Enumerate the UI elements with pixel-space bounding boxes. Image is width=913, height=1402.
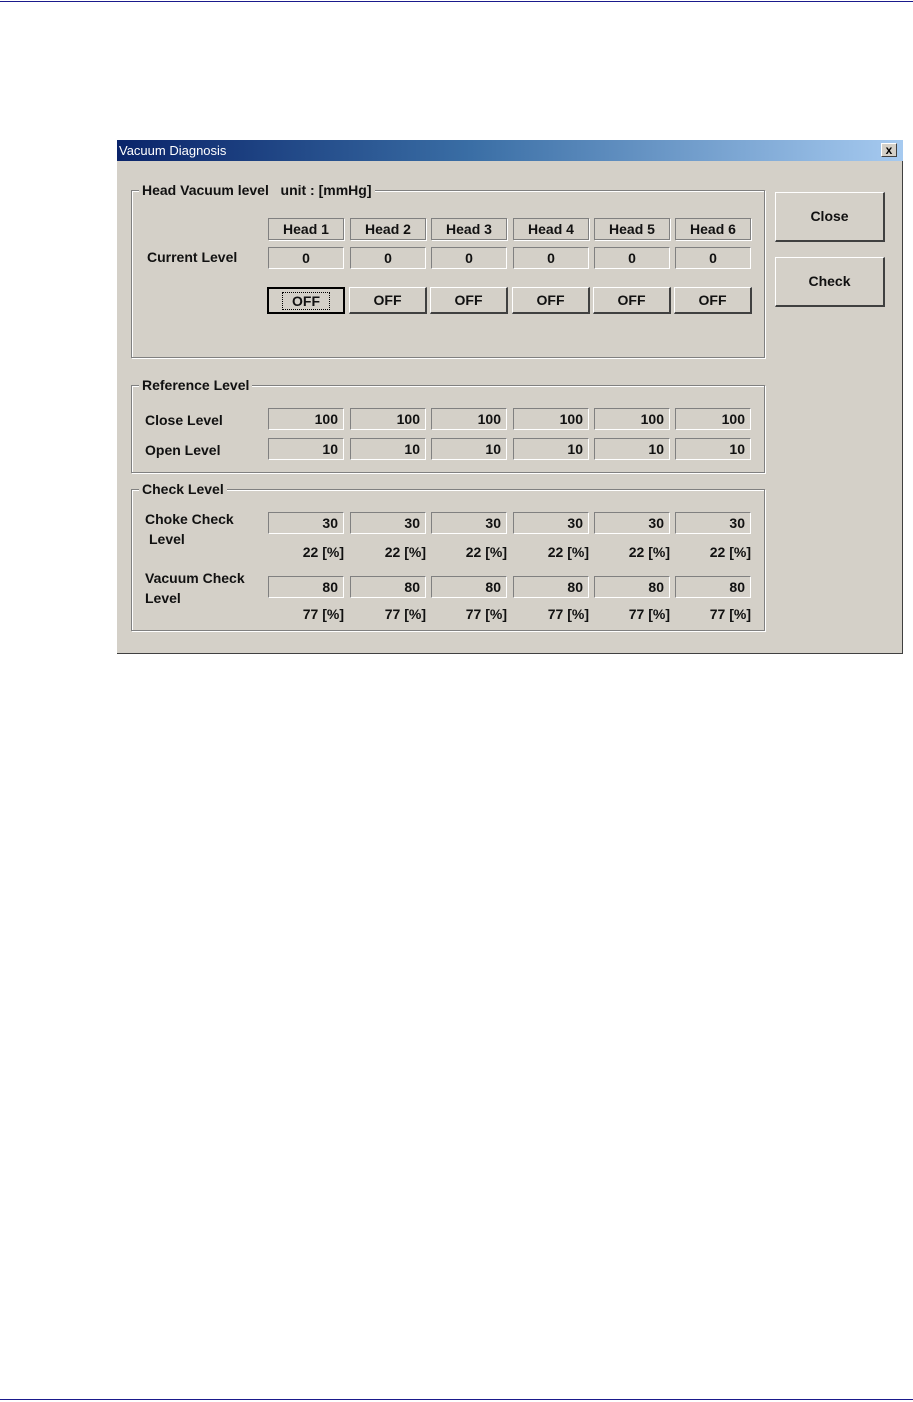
head-label-4: Head 4 <box>513 218 589 240</box>
head-toggle-button-2[interactable] <box>349 287 427 314</box>
choke-check-percent-4: 22 [%] <box>547 544 589 560</box>
current-level-field-5: 0 <box>594 247 670 269</box>
choke-check-field-1: 30 <box>268 512 344 534</box>
close-level-label: Close Level <box>145 412 223 428</box>
title-bar[interactable] <box>117 140 903 161</box>
choke-check-percent-5: 22 [%] <box>628 544 670 560</box>
current-level-label: Current Level <box>147 249 238 265</box>
close-level-field-3: 100 <box>431 408 507 430</box>
open-level-field-3: 10 <box>431 438 507 460</box>
head-toggle-button-3-label: OFF <box>454 292 483 308</box>
current-level-field-4: 0 <box>513 247 589 269</box>
choke-check-percent-2: 22 [%] <box>384 544 426 560</box>
vacuum-check-percent-6: 77 [%] <box>709 606 751 622</box>
close-button[interactable]: Close <box>775 192 885 242</box>
head-toggle-button-5-label: OFF <box>617 292 646 308</box>
open-level-field-1: 10 <box>268 438 344 460</box>
choke-check-field-3: 30 <box>431 512 507 534</box>
open-level-label: Open Level <box>145 442 221 458</box>
reference-level-group-label: Reference Level <box>139 377 252 393</box>
head-toggle-button-2-label: OFF <box>373 292 402 308</box>
close-level-field-4: 100 <box>513 408 589 430</box>
close-level-field-1: 100 <box>268 408 344 430</box>
vacuum-check-percent-1: 77 [%] <box>302 606 344 622</box>
head-label-3: Head 3 <box>431 218 507 240</box>
choke-check-percent-1: 22 [%] <box>302 544 344 560</box>
vacuum-check-field-6: 80 <box>675 576 751 598</box>
close-level-field-5: 100 <box>594 408 670 430</box>
head-toggle-button-6-label: OFF <box>698 292 727 308</box>
vacuum-check-label-line2: Level <box>145 590 181 606</box>
head-vacuum-title: Head Vacuum level <box>142 182 269 198</box>
head-vacuum-group-label <box>139 182 375 198</box>
head-toggle-button-1-label: OFF <box>283 293 329 309</box>
current-level-field-2: 0 <box>350 247 426 269</box>
head-toggle-button-4-label: OFF <box>536 292 565 308</box>
open-level-field-5: 10 <box>594 438 670 460</box>
head-label-2: Head 2 <box>350 218 426 240</box>
open-level-field-2: 10 <box>350 438 426 460</box>
close-level-field-2: 100 <box>350 408 426 430</box>
current-level-field-6: 0 <box>675 247 751 269</box>
head-toggle-button-6[interactable] <box>674 287 752 314</box>
page-bottom-rule <box>0 1399 913 1400</box>
current-level-field-1: 0 <box>268 247 344 269</box>
open-level-field-4: 10 <box>513 438 589 460</box>
open-level-field-6: 10 <box>675 438 751 460</box>
vacuum-check-field-5: 80 <box>594 576 670 598</box>
vacuum-check-label-line1: Vacuum Check <box>145 570 245 586</box>
vacuum-check-field-3: 80 <box>431 576 507 598</box>
head-label-5: Head 5 <box>594 218 670 240</box>
vacuum-check-percent-3: 77 [%] <box>465 606 507 622</box>
unit-label: unit : [mmHg] <box>280 182 372 198</box>
vacuum-check-field-1: 80 <box>268 576 344 598</box>
check-level-group-label: Check Level <box>139 481 227 497</box>
choke-check-field-5: 30 <box>594 512 670 534</box>
head-toggle-button-3[interactable] <box>430 287 508 314</box>
page-top-rule <box>0 1 913 2</box>
head-toggle-button-4[interactable] <box>512 287 590 314</box>
window-title: Vacuum Diagnosis <box>119 143 227 158</box>
check-button[interactable]: Check <box>775 257 885 307</box>
current-level-field-3: 0 <box>431 247 507 269</box>
choke-check-field-2: 30 <box>350 512 426 534</box>
choke-check-label-line2: Level <box>149 531 185 547</box>
vacuum-check-field-2: 80 <box>350 576 426 598</box>
head-vacuum-group <box>131 182 765 358</box>
choke-check-percent-3: 22 [%] <box>465 544 507 560</box>
choke-check-percent-6: 22 [%] <box>709 544 751 560</box>
window-close-icon[interactable]: x <box>881 143 897 157</box>
vacuum-diagnosis-dialog <box>117 140 903 654</box>
vacuum-check-field-4: 80 <box>513 576 589 598</box>
head-toggle-button-5[interactable] <box>593 287 671 314</box>
choke-check-field-4: 30 <box>513 512 589 534</box>
head-label-1: Head 1 <box>268 218 344 240</box>
choke-check-field-6: 30 <box>675 512 751 534</box>
head-toggle-button-1[interactable] <box>267 287 345 314</box>
choke-check-label-line1: Choke Check <box>145 511 234 527</box>
vacuum-check-percent-4: 77 [%] <box>547 606 589 622</box>
head-label-6: Head 6 <box>675 218 751 240</box>
close-level-field-6: 100 <box>675 408 751 430</box>
vacuum-check-percent-5: 77 [%] <box>628 606 670 622</box>
vacuum-check-percent-2: 77 [%] <box>384 606 426 622</box>
